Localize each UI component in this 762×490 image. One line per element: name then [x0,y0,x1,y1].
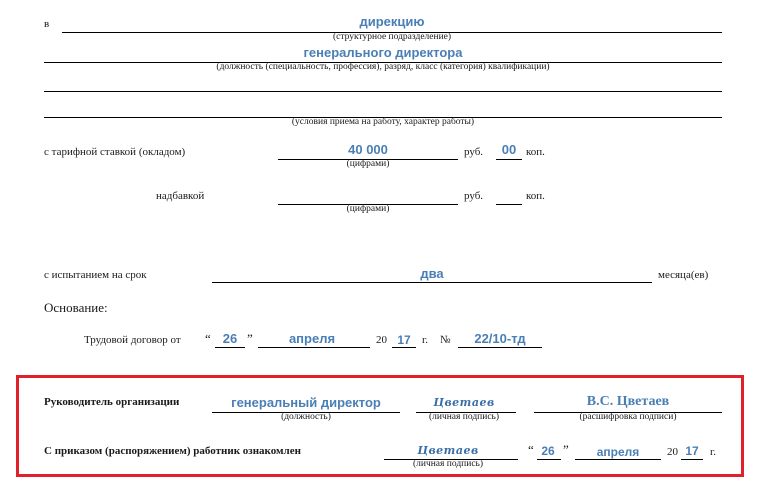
salary-amount[interactable]: 40 000 [348,142,388,157]
employee-month-line [575,459,661,460]
salary-rub-label: руб. [464,146,484,158]
contract-month-line [258,347,370,348]
probation-suffix: месяца(ев) [658,269,709,281]
bonus-kop-line [496,204,522,205]
employee-day-line [537,459,561,460]
employee-year-prefix: 20 [667,446,678,458]
head-position[interactable]: генеральный директор [231,395,381,410]
conditions-caption: (условия приема на работу, характер работы) [291,117,475,127]
department-caption: (структурное подразделение) [332,32,452,42]
head-position-caption: (должность) [281,412,331,422]
salary-amount-caption: (цифрами) [346,159,390,169]
head-signature-caption: (личная подпись) [428,412,500,422]
basis-heading: Основание: [44,300,108,315]
head-name-caption: (расшифровка подписи) [579,412,677,422]
employee-month[interactable]: апреля [596,445,640,459]
contract-day-line [215,347,245,348]
probation-value[interactable]: два [420,266,444,281]
employee-year-line [681,459,703,460]
probation-label: с испытанием на срок [44,269,147,281]
contract-label: Трудовой договор от [84,334,181,346]
probation-line [212,282,652,283]
employee-year-label: г. [710,446,717,458]
contract-number-label: № [440,334,451,346]
contract-year-prefix: 20 [376,334,387,346]
conditions-line-1 [44,91,722,92]
position-caption: (должность (специальность, профессия), разряд, класс (категория) квалификации) [216,62,550,72]
employee-quote-close: ” [563,442,569,457]
employee-label: С приказом (распоряжением) работник ознакомлен [44,445,301,457]
bonus-rub-label: руб. [464,190,484,202]
head-name[interactable]: В.С. Цветаев [586,394,670,409]
employee-signature[interactable]: Цветаев [417,444,479,457]
contract-year-label: г. [422,334,429,346]
contract-year-line [392,347,416,348]
position-value[interactable]: генерального директора [303,45,463,60]
contract-quote-open: “ [205,331,211,346]
contract-number[interactable]: 22/10-тд [474,331,526,346]
salary-kop-line [496,159,522,160]
contract-month[interactable]: апреля [288,331,336,346]
head-label: Руководитель организации [44,396,180,408]
salary-label: с тарифной ставкой (окладом) [44,146,186,158]
employee-day[interactable]: 26 [541,444,555,458]
bonus-amount-caption: (цифрами) [346,204,390,214]
employee-signature-caption: (личная подпись) [412,459,484,469]
bonus-label: надбавкой [156,190,205,202]
signatures-highlight-frame [16,375,744,477]
employee-year-suffix[interactable]: 17 [685,444,699,458]
contract-number-line [458,347,542,348]
contract-quote-close: ” [247,331,253,346]
department-value[interactable]: дирекцию [359,14,425,29]
contract-day[interactable]: 26 [222,331,238,346]
prefix-v: в [44,18,50,30]
salary-kop-value[interactable]: 00 [501,142,517,157]
salary-kop-label: коп. [526,146,545,158]
head-signature[interactable]: Цветаев [433,396,495,409]
contract-year-suffix[interactable]: 17 [397,333,411,347]
employee-quote-open: “ [528,442,534,457]
bonus-kop-label: коп. [526,190,545,202]
